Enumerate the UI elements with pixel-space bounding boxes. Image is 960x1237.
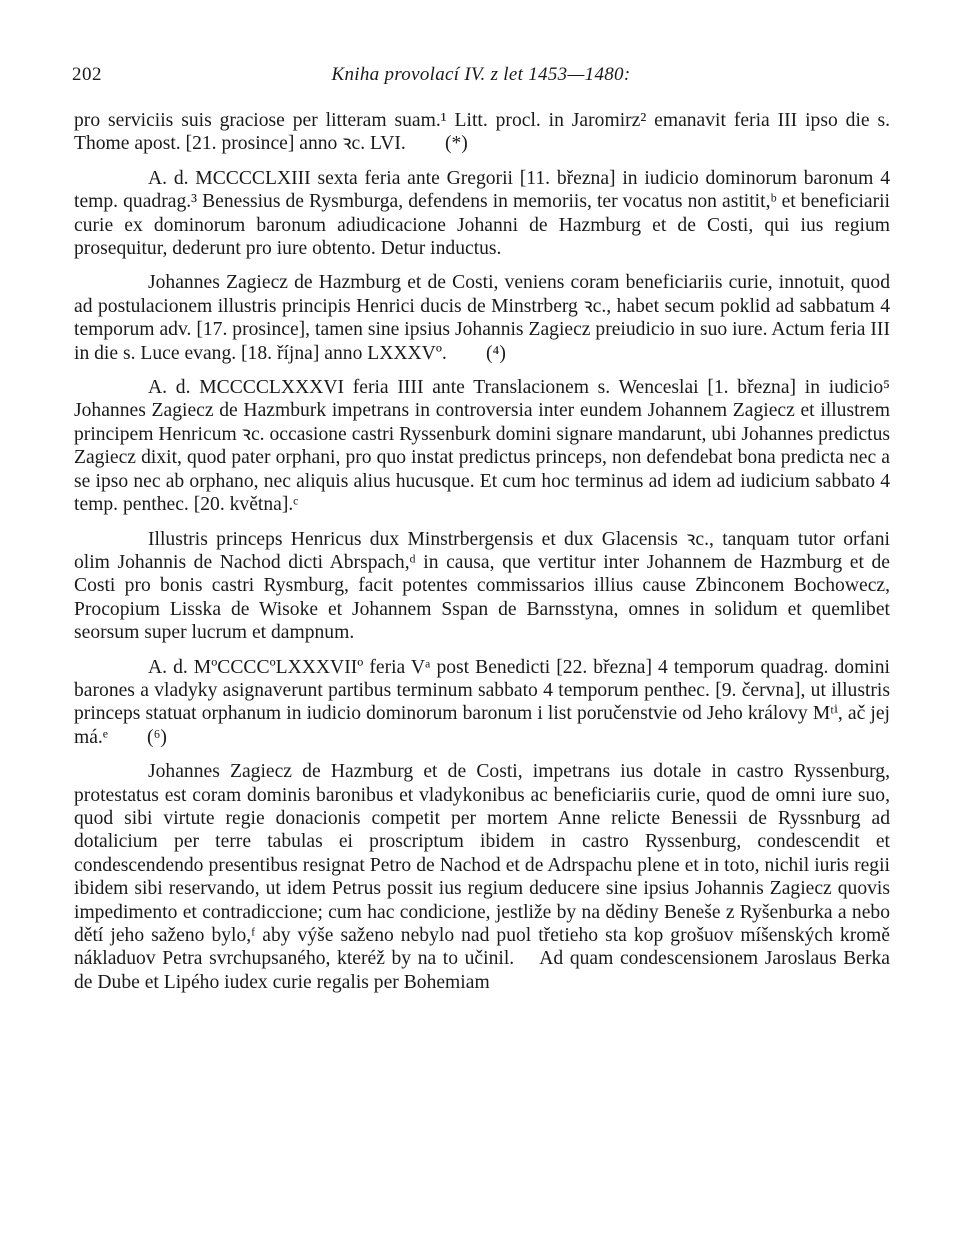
page-number: 202	[72, 64, 102, 85]
paragraph-entry: A. d. MºCCCCºLXXXVIIº feria Vᵃ post Benedicti [22. března] 4 temporum quadrag. domini barones a vladyky asignaverunt partibus terminum sabbato 4 temporum penthec. [9. června], ut illustris princeps statuat orphanum in iudicio dominorum baronum i list poručenstvie od Jeho královy Mᵗⁱ, ač jej má.ᵉ (⁶)	[74, 656, 890, 748]
page-header	[72, 64, 890, 94]
document-body	[74, 109, 890, 994]
paragraph-entry: Johannes Zagiecz de Hazmburg et de Costi, veniens coram beneficiariis curie, innotuit, quod ad postulacionem illustris principis Henrici ducis de Minstrberg ꝛc., habet secum poklid ad sabbatum 4 temporum adv. [17. prosince], tamen sine ipsius Johannis Zagiecz preiudicio in suo iure. Actum feria III in die s. Luce evang. [18. října] anno LXXXVº. (⁴)	[74, 272, 890, 364]
paragraph-entry: A. d. MCCCCLXXXVI feria IIII ante Translacionem s. Wenceslai [1. března] in iudicio⁵ Johannes Zagiecz de Hazmburk impetrans in controversia inter eundem Johannem Zagiecz et illustrem principem Henricum ꝛc. occasione castri Ryssenburk domini signare mandarunt, ubi Johannes predictus Zagiecz dixit, quod pater orphani, pro quo instat predictus princeps, non defendebat bona predicta nec a se ipso nec ab orphano, nec aliquis alius hucusque. Et cum hoc terminus ad idem ad iudicium sabbato 4 temp. penthec. [20. května].ᶜ	[74, 377, 890, 516]
paragraph-continuation: pro serviciis suis graciose per litteram suam.¹ Litt. procl. in Jaromirz² emanavit feria III ipso die s. Thome apost. [21. prosince] anno ꝛc. LVI. (*)	[74, 110, 890, 155]
running-title: Kniha provolací IV. z let 1453—1480:	[331, 64, 631, 85]
paragraph-entry: Johannes Zagiecz de Hazmburg et de Costi, impetrans ius dotale in castro Ryssenburg, protestatus est coram dominis baronibus et vladykonibus ac beneficiariis curie, quod de omni iure suo, quod sibi virtute regie donacionis competit per mortem Anne relicte Benessii de Ryssnburg ad dotalicium per terre tabulas ei proscriptum ibidem in castro Ryssenburg, condescendit et condescendendo presentibus resignat Petro de Nachod et de Adrspachu plene et in toto, nichil iuris regii ibidem sibi reservando, ut idem Petrus possit ius regium deducere sine ipsius Johannis Zagiecz quovis impedimento et contradiccione; cum hac condicione, jestliže by na dědiny Beneše z Ryšenburka a nebo dětí jeho saženo bylo,ᶠ aby výše saženo nebylo nad puol třetieho sta kop grošuov míšenských kromě nákladuov Petra svrchupsaného, kteréž by na to učinil. Ad quam condescensionem Jaroslaus Berka de Dube et Lipého iudex curie regalis per Bohemiam	[74, 761, 890, 993]
paragraph-entry: Illustris princeps Henricus dux Minstrbergensis et dux Glacensis ꝛc., tanquam tutor orfani olim Johannis de Nachod dicti Abrspach,ᵈ in causa, que vertitur inter Johannem de Hazmburg et de Costi pro bonis castri Rysmburg, facit potentes commissarios illius cause Zbinconem Bochowecz, Procopium Lisska de Wisoke et Johannem Sspan de Barnsstyna, omnes in solidum et quemlibet seorsum super lucrum et dampnum.	[74, 528, 890, 644]
paragraph-entry: A. d. MCCCCLXIII sexta feria ante Gregorii [11. března] in iudicio dominorum baronum 4 temp. quadrag.³ Benessius de Rysmburga, defendens in memoriis, ter vocatus non astitit,ᵇ et beneficiarii curie ex dominorum baronum adiudicacione Johanni de Hazmburg et de Costi, qui ius regium prosequitur, dederunt pro iure obtento. Detur inductus.	[74, 167, 890, 260]
